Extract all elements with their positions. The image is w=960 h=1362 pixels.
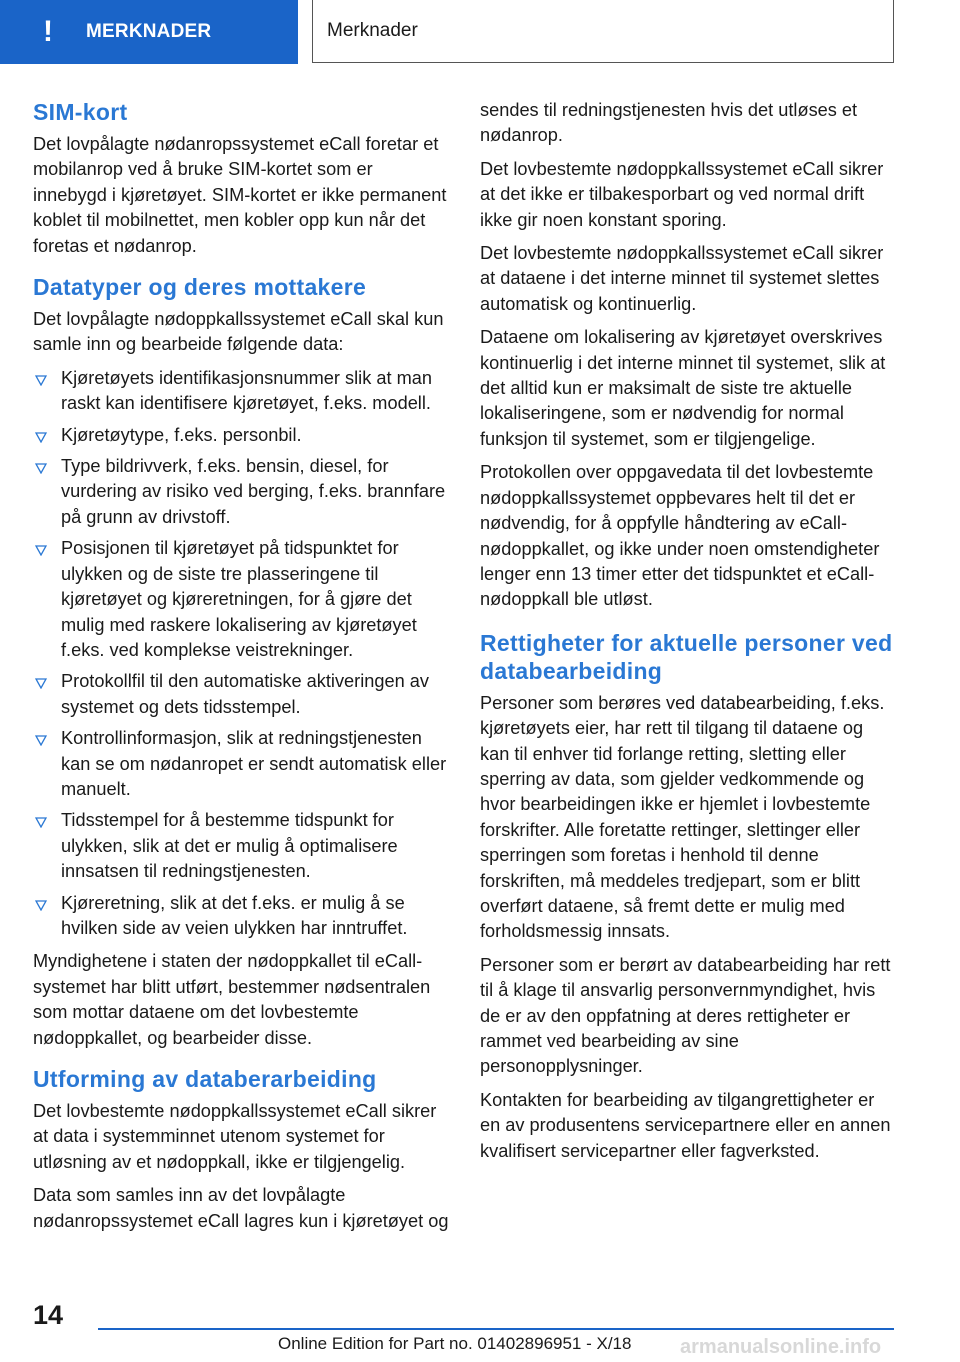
- footer-edition: Online Edition for Part no. 01402896951 - X/18: [278, 1334, 632, 1353]
- list-item: [33, 891, 449, 942]
- section-sim-kort: [33, 98, 449, 259]
- triangle-bullet-icon: [35, 431, 47, 443]
- paragraph: Det lovbestemte nødoppkallssystemet eCall sikrer at dataene i det interne minnet til systemet slettes automatisk og kontinuerlig.: [480, 243, 884, 314]
- list-item-text: Protokollfil til den automatiske aktiveringen av systemet og dets tidsstempel.: [61, 671, 429, 717]
- right-column: [480, 98, 896, 1178]
- list-item-text: Tidsstempel for å bestemme tidspunkt for ulykken, slik at det er mulig å optimalisere innsatsen til redningstjenesten.: [61, 810, 398, 882]
- heading-datatyper: Datatyper og deres mottakere: [33, 274, 367, 301]
- heading-utforming: Utforming av databerarbeiding: [33, 1066, 377, 1092]
- list-item: [33, 726, 449, 802]
- paragraph: Personer som er berørt av databearbeiding har rett til å klage til ansvarlig personvernmyndighet, hvis de er av den oppfatning at deres rettigheter er rammet ved bearbeiding av sine personopplysninger.: [480, 954, 891, 1077]
- paragraph: Data som samles inn av det lovpålagte nødanropssystemet eCall lagres kun i kjøretøyet og: [33, 1185, 449, 1231]
- list-item: [33, 454, 449, 530]
- section-utforming: [33, 1065, 449, 1234]
- list-item-text: Kjøretøytype, f.eks. personbil.: [61, 424, 302, 445]
- paragraph: Det lovpålagte nødanropssystemet eCall foretar et mobilanrop ved å bruke SIM-kortet som er innebygd i kjøretøyet. SIM-kortet er ikke permanent koblet til mobilnettet, men kobler opp kun når det foretas et nødanrop.: [33, 134, 447, 256]
- list-item: [33, 808, 449, 884]
- paragraph: Det lovbestemte nødoppkallssystemet eCall sikrer at data i systemminnet utenom systemet for utløsning av et nødoppkall, ikke er tilgjengelig.: [33, 1101, 437, 1172]
- triangle-bullet-icon: [35, 734, 47, 746]
- paragraph: Personer som berøres ved databearbeiding, f.eks. kjøretøyets eier, har rett til tilgang til dataene og kan til enhver tid forlange retting, sletting eller sperring av data, som gjelder vedkommende og hvor bearbeidingen ikke er hjemlet i lovbestemte forskrifter. Alle foretatte rettinger, slettinger eller sperringen som foretas i henhold til denne forskriften, må meddeles tredjepart, som er blitt overført dataene, så fremt dette er mulig med forholdsmessig innsats.: [480, 692, 885, 942]
- paragraph: Myndighetene i staten der nødoppkallet til eCall-systemet har blitt utført, bestemmer nødsentralen som mottar dataene om det lovbestemte nødoppkallet, og bearbeider disse.: [33, 951, 431, 1048]
- page-number: 14: [33, 1300, 64, 1330]
- triangle-bullet-icon: [35, 374, 47, 386]
- section-rettigheter: [480, 629, 896, 1164]
- list-item: [33, 669, 449, 720]
- heading-sim-kort: SIM-kort: [33, 99, 128, 125]
- list-item-text: Kjøreretning, slik at det f.eks. er mulig å se hvilken side av veien ulykken har inntruffet.: [61, 892, 408, 938]
- footer-divider: [98, 1328, 894, 1330]
- breadcrumb-label: Merknader: [327, 20, 418, 41]
- watermark: armanualsonline.info: [680, 1336, 882, 1358]
- left-column: [33, 98, 449, 1248]
- bullet-list: [33, 366, 449, 942]
- list-item-text: Posisjonen til kjøretøyet på tidspunktet for ulykken og de siste tre plasseringene til kjøretøyet og kjøreretningen, for å gjøre det mulig med raskere lokalisering av kjøretøyet f.eks. ved komplekse veistrekninger.: [61, 538, 417, 660]
- heading-rettigheter: Rettigheter for aktuelle personer ved databearbeiding: [480, 629, 893, 684]
- breadcrumb: [312, 0, 894, 63]
- warning-icon: !: [43, 15, 53, 48]
- paragraph: Dataene om lokalisering av kjøretøyet overskrives kontinuerlig i det interne minnet til systemet, slik at det alltid kun er maksimalt de siste tre aktuelle lokaliseringene, som er nødvendig for normal funksjon til systemet, som er tilgjengelige.: [480, 327, 886, 449]
- triangle-bullet-icon: [35, 899, 47, 911]
- triangle-bullet-icon: [35, 677, 47, 689]
- paragraph: Det lovbestemte nødoppkallssystemet eCall sikrer at det ikke er tilbakesporbart og ved normal drift ikke gir noen konstant sporing.: [480, 158, 884, 230]
- paragraph: Det lovpålagte nødoppkallssystemet eCall skal kun samle inn og bearbeide følgende data:: [33, 309, 444, 355]
- section-tab: [0, 0, 298, 64]
- triangle-bullet-icon: [35, 462, 47, 474]
- triangle-bullet-icon: [35, 544, 47, 556]
- list-item: [33, 423, 449, 448]
- list-item: [33, 366, 449, 417]
- list-item-text: Kjøretøyets identifikasjonsnummer slik at man raskt kan identifisere kjøretøyet, f.eks. modell.: [61, 367, 432, 414]
- paragraph: Protokollen over oppgavedata til det lovbestemte nødoppkallssystemet oppbevares helt til det er nødvendig, for å oppfylle håndtering av eCall-nødoppkallet, og ikke under noen omstendigheter lenger enn 13 timer etter det tidspunktet et eCall-nødoppkall ble utløst.: [480, 462, 880, 610]
- list-item-text: Type bildrivverk, f.eks. bensin, diesel, for vurdering av risiko ved berging, f.eks. brannfare på grunn av drivstoff.: [61, 456, 446, 527]
- list-item: [33, 536, 449, 663]
- section-label: MERKNADER: [86, 21, 212, 42]
- triangle-bullet-icon: [35, 816, 47, 828]
- section-datatyper: [33, 273, 449, 1051]
- paragraph: sendes til redningstjenesten hvis det utløses et nødanrop.: [480, 100, 858, 146]
- list-item-text: Kontrollinformasjon, slik at redningstjenesten kan se om nødanropet er sendt automatisk eller manuelt.: [61, 728, 447, 799]
- paragraph: Kontakten for bearbeiding av tilgangrettigheter er en av produsentens servicepartnere eller en annen kvalifisert servicepartner eller fagverksted.: [480, 1089, 891, 1161]
